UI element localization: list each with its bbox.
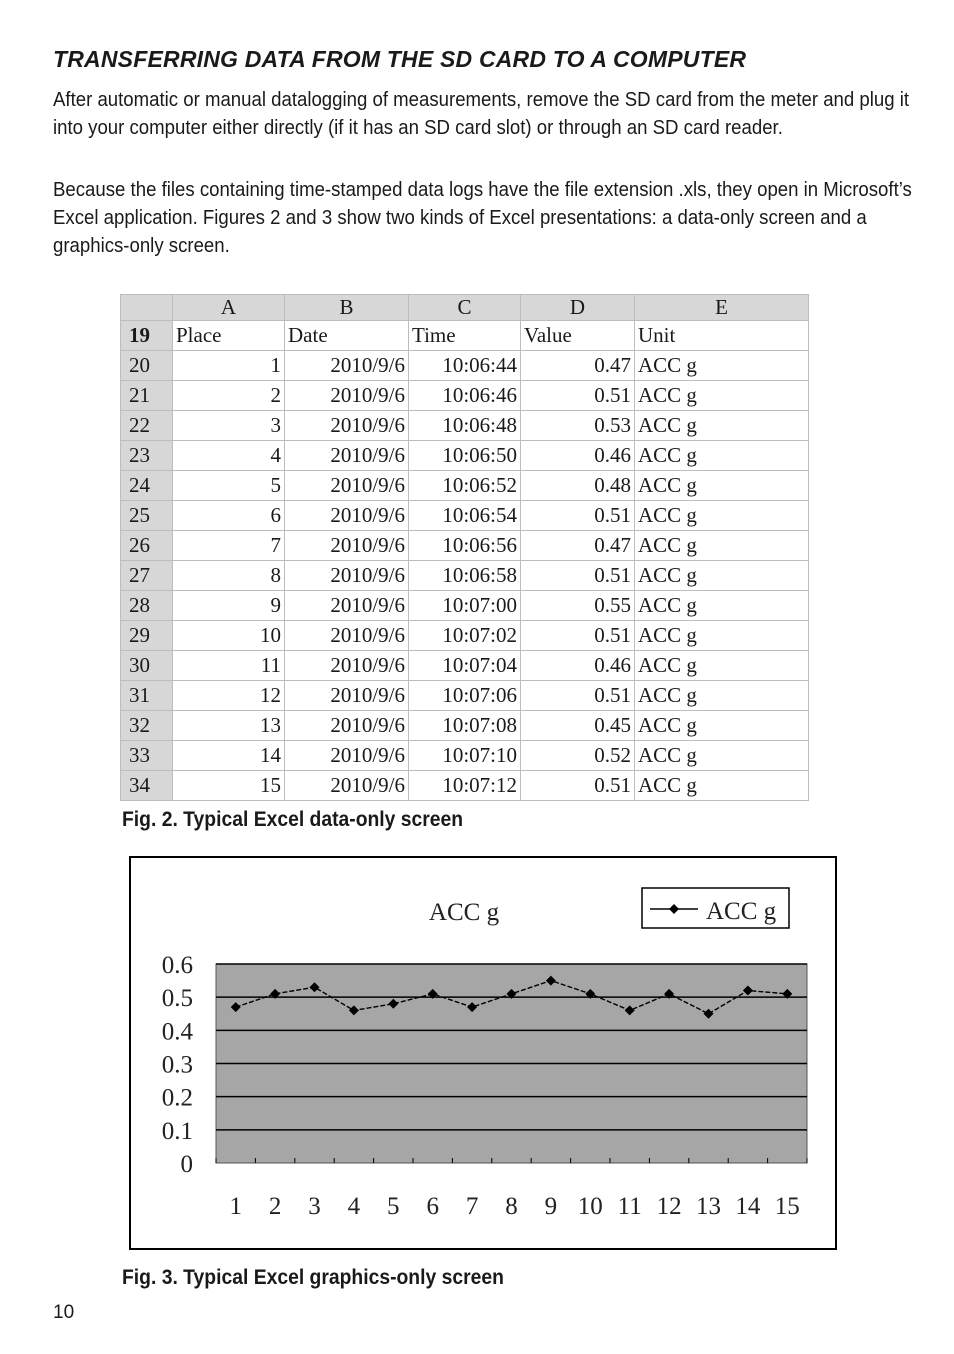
cell-value: 0.46 [521, 651, 635, 681]
column-header-row [121, 295, 809, 321]
x-tick-label: 6 [426, 1193, 439, 1220]
field-header-row [121, 321, 809, 351]
cell-date: 2010/9/6 [285, 591, 409, 621]
cell-place: 10 [173, 621, 285, 651]
x-tick-label: 10 [577, 1193, 603, 1220]
table-row [121, 561, 809, 591]
cell-place: 6 [173, 501, 285, 531]
chart-title: ACC g [428, 899, 500, 926]
cell-place: 3 [173, 411, 285, 441]
cell-place: 2 [173, 381, 285, 411]
table-row [121, 741, 809, 771]
x-tick-label: 3 [308, 1193, 321, 1220]
column-letter-c: C [409, 295, 521, 321]
excel-paragraph: Because the files containing time-stamped data logs have the file extension .xls, they open in Microsoft’s Excel application. Figures 2 and 3 show two kinds of Excel presentations: a data-only screen and a graphics-only screen. [53, 179, 912, 257]
cell-value: 0.51 [521, 771, 635, 801]
corner-cell [121, 295, 173, 321]
figure-3-caption: Fig. 3. Typical Excel graphics-only screen [122, 1266, 504, 1289]
cell-time: 10:06:44 [409, 351, 521, 381]
legend-label: ACC g [706, 898, 777, 925]
x-tick-label: 4 [347, 1193, 361, 1220]
x-tick-label: 1 [229, 1193, 242, 1220]
y-tick-label: 0.1 [161, 1117, 193, 1145]
column-letter-e: E [635, 295, 809, 321]
row-number: 31 [121, 681, 173, 711]
cell-time: 10:07:08 [409, 711, 521, 741]
x-tick-label: 12 [656, 1193, 682, 1220]
cell-time: 10:06:50 [409, 441, 521, 471]
column-letter-b: B [285, 295, 409, 321]
table-row [121, 411, 809, 441]
cell-date: 2010/9/6 [285, 381, 409, 411]
cell-unit: ACC g [635, 711, 809, 741]
cell-time: 10:07:02 [409, 621, 521, 651]
cell-unit: ACC g [635, 471, 809, 501]
cell-time: 10:06:52 [409, 471, 521, 501]
intro-paragraph: After automatic or manual datalogging of measurements, remove the SD card from the meter and plug it into your computer either directly (if it has an SD card slot) or through an SD card reader. [53, 89, 910, 139]
x-tick-label: 2 [268, 1193, 282, 1220]
cell-unit: ACC g [635, 591, 809, 621]
cell-value: 0.47 [521, 351, 635, 381]
x-tick-label: 7 [465, 1193, 479, 1220]
row-number: 34 [121, 771, 173, 801]
cell-unit: ACC g [635, 621, 809, 651]
x-tick-label: 9 [544, 1193, 558, 1220]
cell-place: 9 [173, 591, 285, 621]
table-row [121, 501, 809, 531]
excel-data-table [120, 294, 809, 801]
row-number: 28 [121, 591, 173, 621]
x-tick-label: 13 [696, 1193, 721, 1220]
cell-place: 13 [173, 711, 285, 741]
cell-time: 10:07:04 [409, 651, 521, 681]
cell-time: 10:07:10 [409, 741, 521, 771]
header-place: Place [173, 321, 285, 351]
header-date: Date [285, 321, 409, 351]
row-number: 19 [121, 321, 173, 351]
x-tick-label: 8 [505, 1193, 518, 1220]
figure-2-caption: Fig. 2. Typical Excel data-only screen [122, 808, 464, 831]
cell-date: 2010/9/6 [285, 441, 409, 471]
table-row [121, 771, 809, 801]
cell-time: 10:07:06 [409, 681, 521, 711]
row-number: 33 [121, 741, 173, 771]
cell-value: 0.51 [521, 381, 635, 411]
y-tick-label: 0.2 [161, 1084, 193, 1112]
y-tick-label: 0.3 [161, 1051, 193, 1079]
cell-date: 2010/9/6 [285, 741, 409, 771]
cell-unit: ACC g [635, 411, 809, 441]
table-row [121, 351, 809, 381]
cell-unit: ACC g [635, 741, 809, 771]
cell-value: 0.46 [521, 441, 635, 471]
table-row [121, 471, 809, 501]
cell-date: 2010/9/6 [285, 711, 409, 741]
cell-unit: ACC g [635, 771, 809, 801]
cell-date: 2010/9/6 [285, 561, 409, 591]
cell-unit: ACC g [635, 441, 809, 471]
x-tick-label: 14 [735, 1193, 761, 1220]
column-letter-a: A [173, 295, 285, 321]
cell-value: 0.47 [521, 531, 635, 561]
table-row [121, 441, 809, 471]
y-tick-label: 0.4 [161, 1018, 193, 1046]
y-tick-label: 0.6 [161, 952, 193, 979]
cell-unit: ACC g [635, 531, 809, 561]
table-row [121, 651, 809, 681]
cell-date: 2010/9/6 [285, 621, 409, 651]
row-number: 21 [121, 381, 173, 411]
cell-value: 0.48 [521, 471, 635, 501]
y-tick-label: 0 [180, 1151, 193, 1178]
x-tick-label: 5 [387, 1193, 400, 1220]
cell-value: 0.51 [521, 621, 635, 651]
y-tick-label: 0.5 [161, 985, 193, 1013]
row-number: 23 [121, 441, 173, 471]
header-time: Time [409, 321, 521, 351]
table-row [121, 711, 809, 741]
row-number: 22 [121, 411, 173, 441]
cell-time: 10:06:48 [409, 411, 521, 441]
table-row [121, 621, 809, 651]
cell-place: 1 [173, 351, 285, 381]
row-number: 20 [121, 351, 173, 381]
cell-date: 2010/9/6 [285, 501, 409, 531]
row-number: 29 [121, 621, 173, 651]
cell-unit: ACC g [635, 351, 809, 381]
cell-date: 2010/9/6 [285, 771, 409, 801]
cell-place: 4 [173, 441, 285, 471]
column-letter-d: D [521, 295, 635, 321]
cell-unit: ACC g [635, 561, 809, 591]
cell-place: 5 [173, 471, 285, 501]
cell-unit: ACC g [635, 381, 809, 411]
header-unit: Unit [635, 321, 809, 351]
row-number: 32 [121, 711, 173, 741]
row-number: 27 [121, 561, 173, 591]
cell-value: 0.51 [521, 561, 635, 591]
row-number: 25 [121, 501, 173, 531]
cell-time: 10:06:54 [409, 501, 521, 531]
x-tick-label: 15 [774, 1193, 800, 1220]
table-row [121, 681, 809, 711]
cell-time: 10:06:58 [409, 561, 521, 591]
row-number: 24 [121, 471, 173, 501]
cell-place: 11 [173, 651, 285, 681]
table-row [121, 531, 809, 561]
cell-date: 2010/9/6 [285, 411, 409, 441]
cell-time: 10:06:46 [409, 381, 521, 411]
row-number: 26 [121, 531, 173, 561]
excel-chart [120, 852, 842, 1263]
cell-place: 8 [173, 561, 285, 591]
x-tick-label: 11 [617, 1193, 642, 1220]
cell-place: 7 [173, 531, 285, 561]
cell-place: 14 [173, 741, 285, 771]
page-number: 10 [53, 1302, 75, 1323]
header-value: Value [521, 321, 635, 351]
cell-place: 15 [173, 771, 285, 801]
table-row [121, 591, 809, 621]
row-number: 30 [121, 651, 173, 681]
cell-time: 10:07:00 [409, 591, 521, 621]
cell-value: 0.53 [521, 411, 635, 441]
cell-date: 2010/9/6 [285, 531, 409, 561]
cell-value: 0.51 [521, 501, 635, 531]
cell-value: 0.45 [521, 711, 635, 741]
cell-value: 0.52 [521, 741, 635, 771]
cell-date: 2010/9/6 [285, 681, 409, 711]
cell-value: 0.55 [521, 591, 635, 621]
cell-place: 12 [173, 681, 285, 711]
table-row [121, 381, 809, 411]
line-chart [120, 852, 842, 1258]
cell-unit: ACC g [635, 681, 809, 711]
cell-value: 0.51 [521, 681, 635, 711]
cell-date: 2010/9/6 [285, 651, 409, 681]
cell-date: 2010/9/6 [285, 351, 409, 381]
section-heading: TRANSFERRING DATA FROM THE SD CARD TO A COMPUTER [53, 46, 747, 72]
cell-time: 10:07:12 [409, 771, 521, 801]
cell-unit: ACC g [635, 651, 809, 681]
cell-date: 2010/9/6 [285, 471, 409, 501]
cell-unit: ACC g [635, 501, 809, 531]
cell-time: 10:06:56 [409, 531, 521, 561]
